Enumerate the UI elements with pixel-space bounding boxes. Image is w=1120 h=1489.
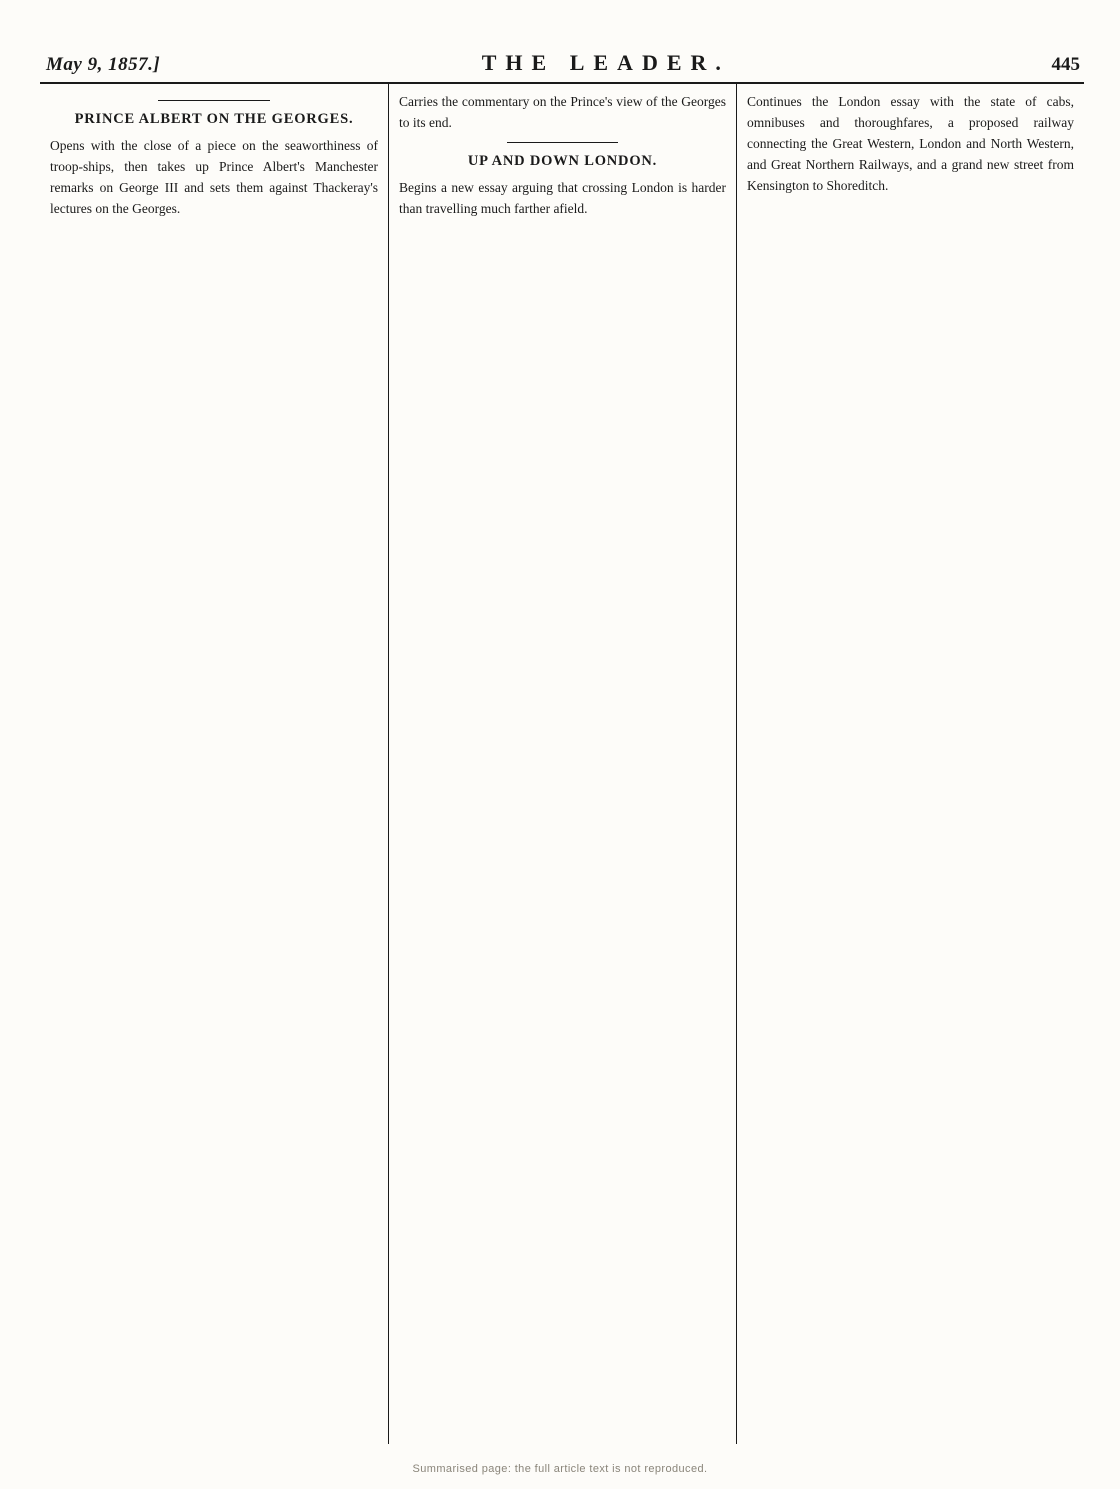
- masthead: [40, 50, 1084, 84]
- reader-note: Summarised page: the full article text is not reproduced.: [412, 1463, 708, 1475]
- section-heading-london: UP AND DOWN LONDON.: [467, 152, 658, 169]
- newspaper-title: THE LEADER.: [481, 50, 730, 75]
- column-one-summary: Opens with the close of a piece on the seaworthiness of troop-ships, then takes up Prince Albert's Manchester remarks on George III and sets them against Thackeray's lectures on the Georges.: [50, 138, 378, 216]
- column-three-summary: Continues the London essay with the state of cabs, omnibuses and thoroughfares, a proposed railway connecting the Great Western, London and North Western, and Great Northern Railways, and a grand new street from Kensington to Shoreditch.: [747, 94, 1074, 193]
- page-number: 445: [1051, 54, 1080, 75]
- section-rule: [507, 142, 618, 143]
- column-two-summary: Carries the commentary on the Prince's view of the Georges to its end.: [399, 94, 726, 130]
- column-one: [40, 84, 388, 1444]
- column-three: [736, 84, 1084, 1444]
- column-grid: [40, 84, 1084, 1444]
- column-two-summary-after: Begins a new essay arguing that crossing London is harder than travelling much farther afield.: [399, 179, 726, 216]
- issue-date: May 9, 1857.]: [46, 54, 161, 75]
- section-rule: [158, 100, 270, 101]
- section-heading-prince-albert: PRINCE ALBERT ON THE GEORGES.: [74, 111, 354, 127]
- column-two: [388, 84, 736, 1444]
